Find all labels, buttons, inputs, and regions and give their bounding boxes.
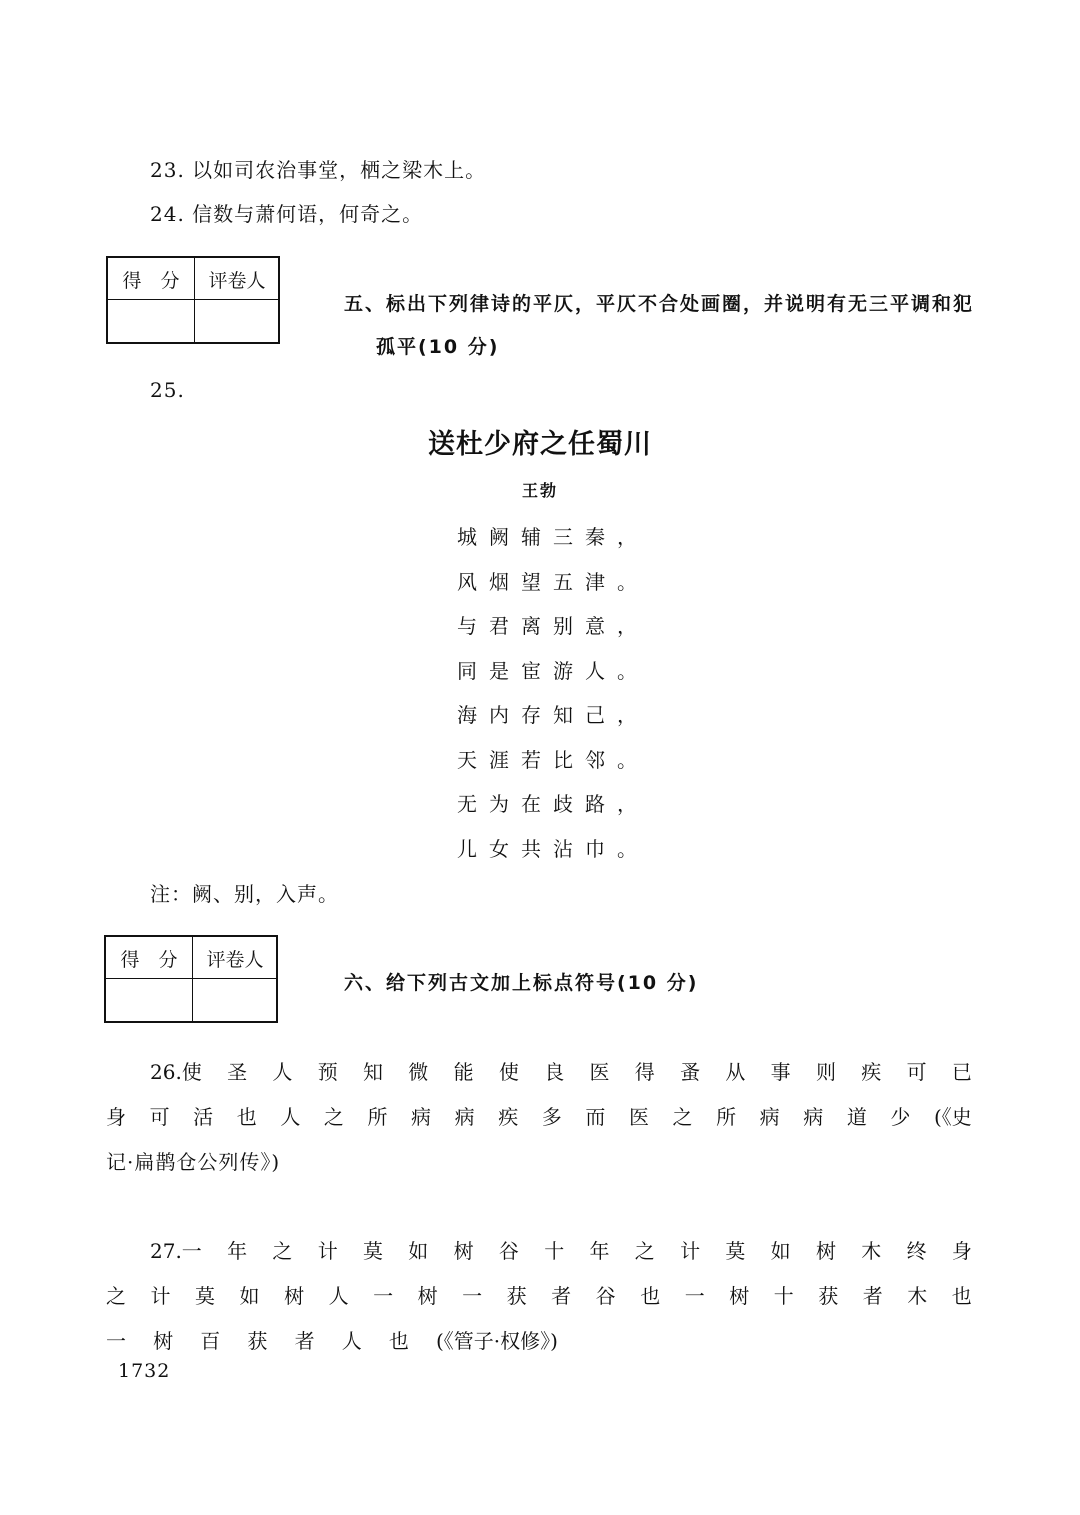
poem-line: 儿女共沾巾。 [457,837,649,861]
q26-char: 多 [541,1105,562,1129]
q26-char: 良 [544,1060,565,1084]
poem-line: 海内存知己， [457,703,649,727]
q26-char: 得 [634,1060,655,1084]
q27-char: 一 [684,1284,705,1308]
q27-char: 谷 [498,1239,519,1263]
reviewer-input-cell[interactable] [192,980,278,1023]
q27-char: 木 [907,1284,928,1308]
q27-char: 莫 [195,1284,216,1308]
section-5-heading-line2: 孤平(10 分) [376,336,500,358]
q26-char: 事 [770,1060,791,1084]
poem-title: 送杜少府之任蜀川 [428,429,652,460]
q26-char: 疾 [861,1060,882,1084]
q27-char: 计 [150,1284,171,1308]
question-23: 23. 以如司农治事堂，栖之梁木上。 [150,158,487,182]
poem-author: 王勃 [521,481,558,500]
q27-char: 身 [951,1239,972,1263]
question-25-number: 25. [150,378,185,402]
q27-char: 一 [106,1329,126,1353]
q27-char: 27.一 [150,1239,202,1263]
q26-char: 知 [363,1060,383,1084]
q26-char: 而 [585,1105,606,1129]
q26-char: 能 [453,1060,474,1084]
q27-char: 莫 [363,1239,383,1263]
q27-char: 十 [544,1239,565,1263]
question-26-line-1 [150,1056,972,1085]
reviewer-label: 评卷人 [208,270,266,292]
q26-char: 所 [367,1105,388,1129]
q26-char: 蚤 [680,1060,701,1084]
poem-line: 无为在歧路， [457,792,649,816]
score-label: 得 分 [122,270,180,292]
q27-char: 谷 [595,1284,616,1308]
q27-char: 树 [815,1239,836,1263]
q27-char: 人 [341,1329,362,1353]
poem-line: 与君离别意， [457,614,649,638]
question-27-line-3 [106,1325,558,1354]
q27-char: 年 [589,1239,610,1263]
q27-char: 者 [294,1329,315,1353]
page-number: 1732 [118,1360,171,1382]
q27-char: 也 [951,1284,972,1308]
question-27-line-1 [150,1235,972,1264]
q27-char: 树 [153,1329,174,1353]
q27-char: 获 [818,1284,839,1308]
q27-char: 计 [680,1239,701,1263]
score-input-cell[interactable] [106,980,192,1023]
score-box-section-6 [104,935,278,1023]
q27-char: 树 [729,1284,750,1308]
q27-char: 年 [227,1239,248,1263]
question-26-line-3: 记·扁鹊仓公列传》) [106,1150,281,1174]
q27-char: 终 [906,1239,927,1263]
q27-char: 者 [862,1284,883,1308]
q27-char: 获 [247,1329,268,1353]
question-26-line-2 [106,1101,972,1130]
q26-char: (《史 [933,1105,972,1129]
question-24: 24. 信数与萧何语，何奇之。 [150,202,424,226]
q26-char: 身 [106,1105,126,1129]
question-27-line-2 [106,1280,972,1309]
q26-char: 医 [628,1105,649,1129]
q26-char: 活 [193,1105,214,1129]
q27-char: 人 [328,1284,349,1308]
q27-char: 也 [388,1329,409,1353]
q27-char: 树 [284,1284,305,1308]
score-box-section-5 [106,256,280,344]
q27-char: 莫 [725,1239,746,1263]
q27-char: 一 [462,1284,483,1308]
poem-line: 风烟望五津。 [457,570,649,594]
q26-char: 病 [803,1105,824,1129]
q26-char: 则 [815,1060,836,1084]
reviewer-input-cell[interactable] [194,301,280,344]
q26-char: 之 [323,1105,344,1129]
q26-char: 病 [454,1105,475,1129]
q26-char: 少 [890,1105,911,1129]
q26-char: 之 [672,1105,693,1129]
q26-char: 也 [236,1105,257,1129]
q27-char: 也 [640,1284,661,1308]
q26-char: 微 [408,1060,429,1084]
q27-char: 如 [239,1284,260,1308]
q26-char: 圣 [227,1060,248,1084]
q26-char: 可 [149,1105,170,1129]
q26-char: 病 [759,1105,780,1129]
q26-char: 26.使 [150,1060,202,1084]
q27-char: (《管子·权修》) [435,1329,558,1353]
q27-char: 之 [106,1284,126,1308]
poem-line: 城阙辅三秦， [457,525,649,549]
q27-char: 之 [634,1239,655,1263]
q26-char: 可 [906,1060,927,1084]
q27-char: 树 [453,1239,474,1263]
q26-char: 医 [589,1060,610,1084]
q27-char: 如 [770,1239,791,1263]
q27-char: 计 [317,1239,338,1263]
q26-char: 预 [317,1060,338,1084]
reviewer-label: 评卷人 [206,949,264,971]
q26-char: 人 [280,1105,301,1129]
q27-char: 获 [506,1284,527,1308]
section-5-heading-line1: 五、标出下列律诗的平仄，平仄不合处画圈，并说明有无三平调和犯 [344,293,975,315]
q27-char: 一 [373,1284,394,1308]
q27-char: 百 [200,1329,221,1353]
q26-char: 道 [846,1105,867,1129]
q26-char: 病 [411,1105,432,1129]
q26-char: 疾 [498,1105,519,1129]
section-6-heading: 六、给下列古文加上标点符号(10 分) [344,972,699,994]
score-label: 得 分 [120,949,178,971]
q26-char: 人 [272,1060,293,1084]
q26-char: 所 [716,1105,737,1129]
poem-line: 天涯若比邻。 [457,748,649,772]
q27-char: 如 [408,1239,429,1263]
q27-char: 者 [551,1284,572,1308]
q26-char: 从 [725,1060,746,1084]
q27-char: 树 [417,1284,438,1308]
q26-char: 使 [498,1060,519,1084]
q27-char: 之 [272,1239,293,1263]
score-input-cell[interactable] [108,301,194,344]
poem-note: 注：阙、别，入声。 [150,882,339,906]
q27-char: 十 [773,1284,794,1308]
q26-char: 已 [951,1060,972,1084]
poem-line: 同是宦游人。 [457,659,649,683]
q27-char: 木 [861,1239,882,1263]
